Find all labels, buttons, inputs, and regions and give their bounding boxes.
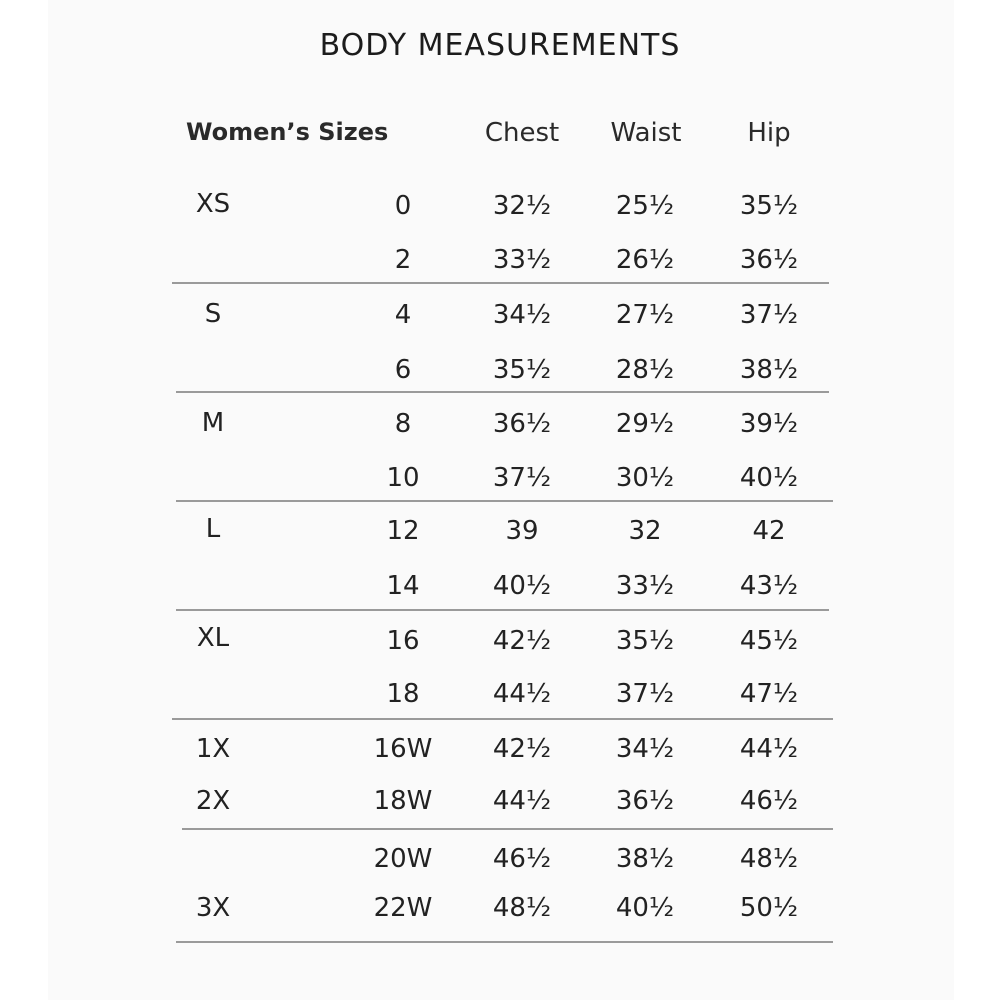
hip-value: 47½ [739,679,799,709]
waist-value: 38½ [615,844,675,874]
waist-value: 25½ [615,191,675,221]
numeric-size: 22W [373,893,433,923]
size-label-m: M [201,408,225,438]
header-chest: Chest [484,118,560,148]
numeric-size: 18 [386,679,420,709]
chest-value: 40½ [492,571,552,601]
waist-value: 37½ [615,679,675,709]
hip-value: 46½ [739,786,799,816]
waist-value: 40½ [615,893,675,923]
waist-value: 27½ [615,300,675,330]
size-label-xl: XL [196,623,230,653]
chest-value: 33½ [492,245,552,275]
chest-value: 44½ [492,786,552,816]
waist-value: 34½ [615,734,675,764]
waist-value: 30½ [615,463,675,493]
numeric-size: 0 [394,191,412,221]
row-divider [176,500,833,502]
chest-value: 34½ [492,300,552,330]
row-divider [176,391,829,393]
numeric-size: 2 [394,245,412,275]
waist-value: 35½ [615,626,675,656]
hip-value: 48½ [739,844,799,874]
size-label-s: S [204,299,222,329]
page-title: BODY MEASUREMENTS [319,28,681,63]
size-label-2x: 2X [195,786,231,816]
size-label-1x: 1X [195,734,231,764]
waist-value: 33½ [615,571,675,601]
hip-value: 35½ [739,191,799,221]
hip-value: 38½ [739,355,799,385]
size-label-xs: XS [195,189,231,219]
numeric-size: 6 [394,355,412,385]
numeric-size: 16W [373,734,433,764]
chest-value: 42½ [492,734,552,764]
size-label-3x: 3X [195,893,231,923]
chest-value: 46½ [492,844,552,874]
header-hip: Hip [747,118,791,148]
hip-value: 43½ [739,571,799,601]
waist-value: 32 [628,516,662,546]
hip-value: 42 [752,516,786,546]
numeric-size: 4 [394,300,412,330]
size-label-l: L [205,514,221,544]
chest-value: 39 [505,516,539,546]
chest-value: 37½ [492,463,552,493]
row-divider [176,941,833,943]
numeric-size: 10 [386,463,420,493]
hip-value: 50½ [739,893,799,923]
chest-value: 32½ [492,191,552,221]
hip-value: 44½ [739,734,799,764]
waist-value: 26½ [615,245,675,275]
numeric-size: 12 [386,516,420,546]
chest-value: 48½ [492,893,552,923]
hip-value: 36½ [739,245,799,275]
header-waist: Waist [610,118,682,148]
row-divider [172,282,829,284]
numeric-size: 8 [394,409,412,439]
hip-value: 39½ [739,409,799,439]
numeric-size: 16 [386,626,420,656]
waist-value: 36½ [615,786,675,816]
row-divider [176,609,829,611]
chest-value: 44½ [492,679,552,709]
hip-value: 45½ [739,626,799,656]
chest-value: 36½ [492,409,552,439]
waist-value: 29½ [615,409,675,439]
waist-value: 28½ [615,355,675,385]
hip-value: 37½ [739,300,799,330]
row-divider [182,828,833,830]
numeric-size: 18W [373,786,433,816]
chest-value: 42½ [492,626,552,656]
header-womens-sizes: Women’s Sizes [186,118,389,146]
row-divider [172,718,833,720]
hip-value: 40½ [739,463,799,493]
numeric-size: 14 [386,571,420,601]
numeric-size: 20W [373,844,433,874]
chest-value: 35½ [492,355,552,385]
